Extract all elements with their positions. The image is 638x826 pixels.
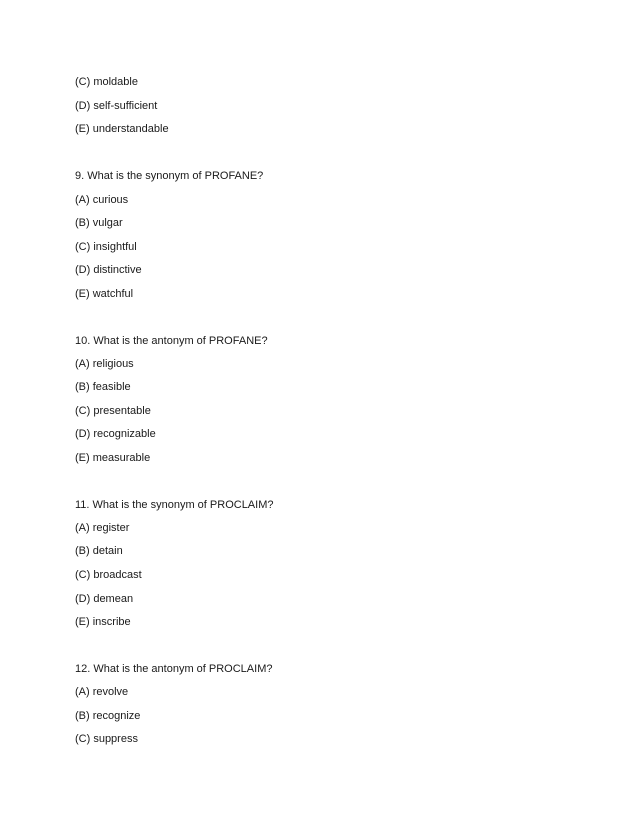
option-text: (E) watchful [75, 288, 134, 300]
option-text: (C) suppress [75, 733, 138, 745]
option-text: (C) moldable [75, 76, 138, 88]
option-text: (A) religious [75, 358, 134, 370]
option-text: (B) vulgar [75, 217, 123, 229]
option-text: (B) feasible [75, 381, 131, 393]
option-text: (D) distinctive [75, 264, 142, 276]
option-text: (D) demean [75, 593, 134, 605]
option-text: (D) recognizable [75, 428, 156, 440]
option-text: (C) presentable [75, 405, 151, 417]
option-text: (A) register [75, 522, 130, 534]
option-text: (A) curious [75, 194, 129, 206]
option-text: (C) broadcast [75, 569, 142, 581]
question-prompt: 11. What is the synonym of PROCLAIM? [75, 499, 274, 511]
question-prompt: 12. What is the antonym of PROCLAIM? [75, 663, 273, 675]
option-text: (E) inscribe [75, 616, 131, 628]
question-prompt: 10. What is the antonym of PROFANE? [75, 335, 268, 347]
option-text: (E) measurable [75, 452, 151, 464]
option-text: (E) understandable [75, 123, 169, 135]
question-prompt: 9. What is the synonym of PROFANE? [75, 170, 264, 182]
option-text: (A) revolve [75, 686, 129, 698]
option-text: (D) self-sufficient [75, 100, 158, 112]
option-text: (B) detain [75, 545, 123, 557]
option-text: (B) recognize [75, 710, 141, 722]
option-text: (C) insightful [75, 241, 137, 253]
